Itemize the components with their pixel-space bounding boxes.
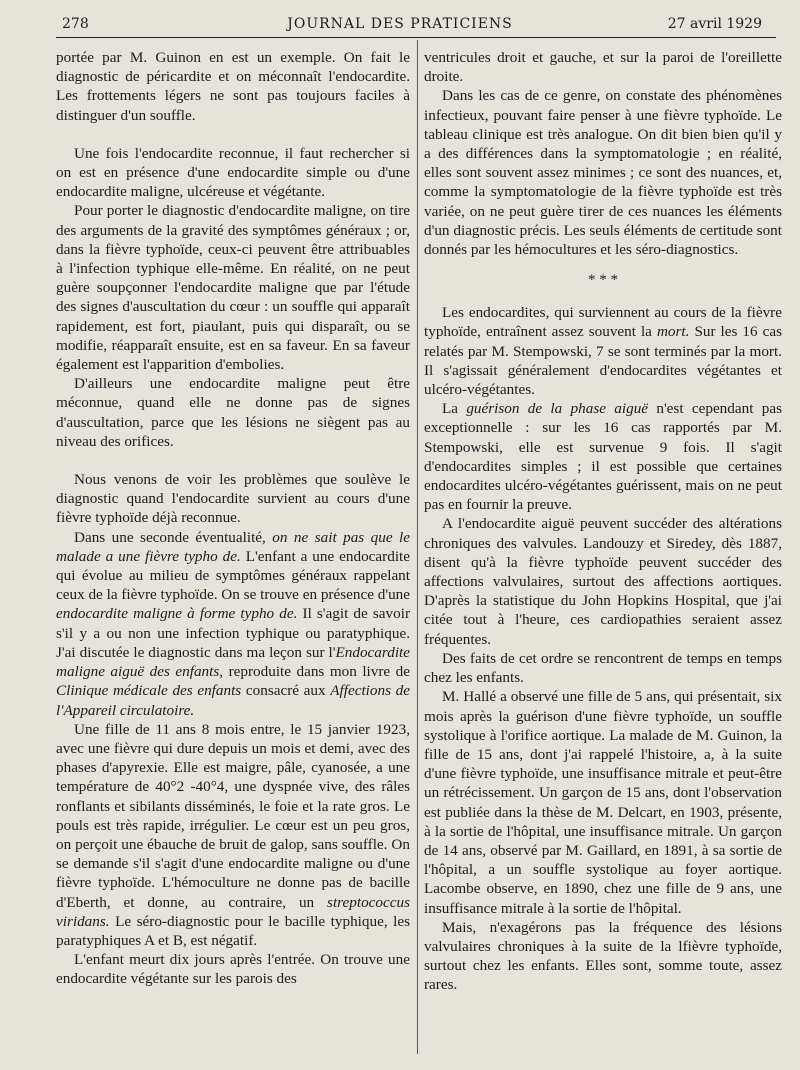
page-number: 278: [62, 16, 89, 32]
text-run: Les endocardites, qui surviennent au cours de la fièvre typhoïde, entraînent assez souvent la: [424, 304, 782, 341]
text-run: , reproduite dans mon livre de: [219, 663, 410, 681]
column-divider: [417, 40, 418, 1054]
asterism: * * *: [588, 272, 618, 289]
paragraph: Dans les cas de ce genre, on constate des phénomènes infectieux, pouvant faire penser à une fièvre typhoïde. Le tableau clinique est très analogue. On dit bien bien qu'il y a des différences dans la symptomatologie ; en réalité, elles sont souvent assez minimes ; ce sont des nuances, et, comme la symptomatologie de la fièvre typhoïde est très variée, on ne peut guère tirer de ces nuances les éléments d'un diagnostic précis. Les seuls éléments de certitude sont donnés par les hémocultures et les séro-diagnostics.: [424, 87, 782, 259]
paragraph: [56, 720, 410, 950]
text-run: Une fille de 11 ans 8 mois entre, le 15 janvier 1923, avec une fièvre qui dure depuis un mois et demi, avec des phases d'apyrexie. Elle est maigre, pâle, cyanosée, a une température de 40°2 -40°4, une dyspnée vive, des râles ronflants et sibilants disséminés, le foie et la rate gros. Le pouls est très rapide, irrégulier. Le cœur est un peu gros, on perçoit une ébauche de bruit de galop, sans souffle. On se demande s'il s'agit d'une endocardite maligne ou d'une fièvre typhoïde. L'hémoculture ne donne pas de bacille d'Eberth, et donne, au contraire, un: [56, 720, 410, 911]
paragraph: L'enfant meurt dix jours après l'entrée. On trouve une endocardite végétante sur les parois des: [56, 951, 410, 988]
issue-date: 27 avril 1929: [667, 16, 762, 32]
text-run: Sur les 16 cas relatés par M. Stempowski, 7 se sont terminés par la mort. Il s'agissait généralement d'endocardites végétantes et ulcéro-végétantes.: [424, 323, 782, 399]
paragraph: A l'endocardite aiguë peuvent succéder des altérations chroniques des valvules. Landouzy et Siredey, dès 1887, disent qu'à la fièvre typhoïde peuvent succéder des affections valvulaires, surtout des affections aortiques. D'après la statistique du John Hopkins Hospital, que j'ai citée tout à l'heure, ces cardiopathies seraient assez fréquentes.: [424, 515, 782, 648]
header-rule: [56, 37, 776, 38]
paragraph: M. Hallé a observé une fille de 5 ans, qui présentait, six mois après la guérison d'une fièvre typhoïde, un souffle systolique à l'orifice aortique. La malade de M. Guinon, la fille de 15 ans, dont j'ai rappelé l'histoire, a, à la suite d'une fièvre typhoïde, une insuffisance mitrale et peut-être un rétrécissement. Un garçon de 15 ans, dont l'observation est publiée dans la thèse de M. Delcart, en 1903, présente, à la sortie de l'hôpital, une insuffisance mitrale. Un garçon de 14 ans, observé par M. Gaillard, en 1891, à sa sortie de l'hôpital, a un souffle systolique au foyer aortique. Lacombe observe, en 1890, chez une fille de 9 ans, une insuffisance mitrale à la sortie de l'hôpital.: [424, 688, 782, 917]
paragraph: Nous venons de voir les problèmes que soulève le diagnostic quand l'endocardite survient au cours d'une fièvre typhoïde déjà reconnue.: [56, 471, 410, 527]
paragraph: ventricules droit et gauche, et sur la paroi de l'oreillette droite.: [424, 49, 782, 86]
text-run: n'est cependant pas exceptionnelle : sur les 16 cas rapportés par M. Stempowski, elle est survenue 9 fois. Il s'agit d'endocardites simples ; il est possible que certaines endocardites ulcéro-végétantes guérissent, mais on ne peut pas en fournir la preuve.: [424, 400, 782, 514]
paragraph: portée par M. Guinon en est un exemple. On fait le diagnostic de péricardite et on méconnaît l'endocardite. Les frottements légers ne sont pas toujours faciles à distinguer d'un souffle.: [56, 49, 410, 124]
right-column: [424, 48, 782, 1056]
italic-text: Affections de l'Appareil circulatoire.: [56, 682, 410, 719]
italic-text: mort.: [656, 323, 690, 341]
italic-text: guérison de la phase aiguë: [466, 400, 649, 418]
paragraph: Mais, n'exagérons pas la fréquence des lésions valvulaires chroniques à la suite de la lfièvre typhoïde, surtout chez les enfants. Elles sont, somme toute, assez rares.: [424, 918, 782, 994]
page-header: [0, 0, 800, 40]
paragraph: D'ailleurs une endocardite maligne peut être méconnue, quand elle ne donne pas de signes d'auscultation, parce que les lésions ne siègent pas au niveau des orifices.: [56, 375, 410, 450]
text-run: Il s'agit de savoir s'il y a ou non une infection typhique ou paratyphique. J'ai discutée le diagnostic dans ma leçon sur l': [56, 605, 410, 661]
italic-text: streptococcus viridans.: [56, 893, 410, 930]
paragraph: Pour porter le diagnostic d'endocardite maligne, on tire des arguments de la gravité des symptômes généraux ; or, dans la fièvre typhoïde, ceux-ci peuvent être attribuables à l'infection typhique elle-même. En réalité, on ne peut guère soupçonner l'endocardite maligne que par l'étude des signes d'auscultation du cœur : un souffle qui apparaît rapidement, est fort, piaulant, puis qui disparaît, ou se modifie, réapparaît ensuite, est en sa faveur. En sa faveur également est l'apparition d'embolies.: [56, 202, 410, 374]
paragraph: [424, 303, 782, 399]
text-run: consacré aux: [241, 682, 331, 700]
left-column: [56, 48, 410, 1056]
text-run: Le séro-diagnostic pour le bacille typhique, les paratyphiques A et B, est négatif.: [56, 912, 410, 949]
text-run: L'enfant a une endocardite qui évolue au milieu de symptômes généraux rappelant ceux de la fièvre typhoïde. On se trouve en présence d'une: [56, 547, 410, 604]
paragraph: Une fois l'endocardite reconnue, il faut rechercher si on est en présence d'une endocardite simple ou d'une endocardite maligne, ulcéreuse et végétante.: [56, 144, 410, 201]
paragraph: [424, 399, 782, 514]
paragraph: Des faits de cet ordre se rencontrent de temps en temps chez les enfants.: [424, 649, 782, 687]
text-run: La: [442, 400, 467, 418]
italic-text: on ne sait pas que le malade a une fièvre typho de.: [56, 528, 410, 565]
italic-text: Endocardite maligne aiguë des enfants: [56, 643, 410, 681]
italic-text: endocardite maligne à forme typho de.: [56, 605, 298, 623]
paragraph: [56, 528, 410, 720]
italic-text: Clinique médicale des enfants: [56, 682, 242, 700]
running-title: JOURNAL DES PRATICIENS: [287, 16, 513, 32]
text-run: Dans une seconde éventualité,: [74, 528, 273, 546]
